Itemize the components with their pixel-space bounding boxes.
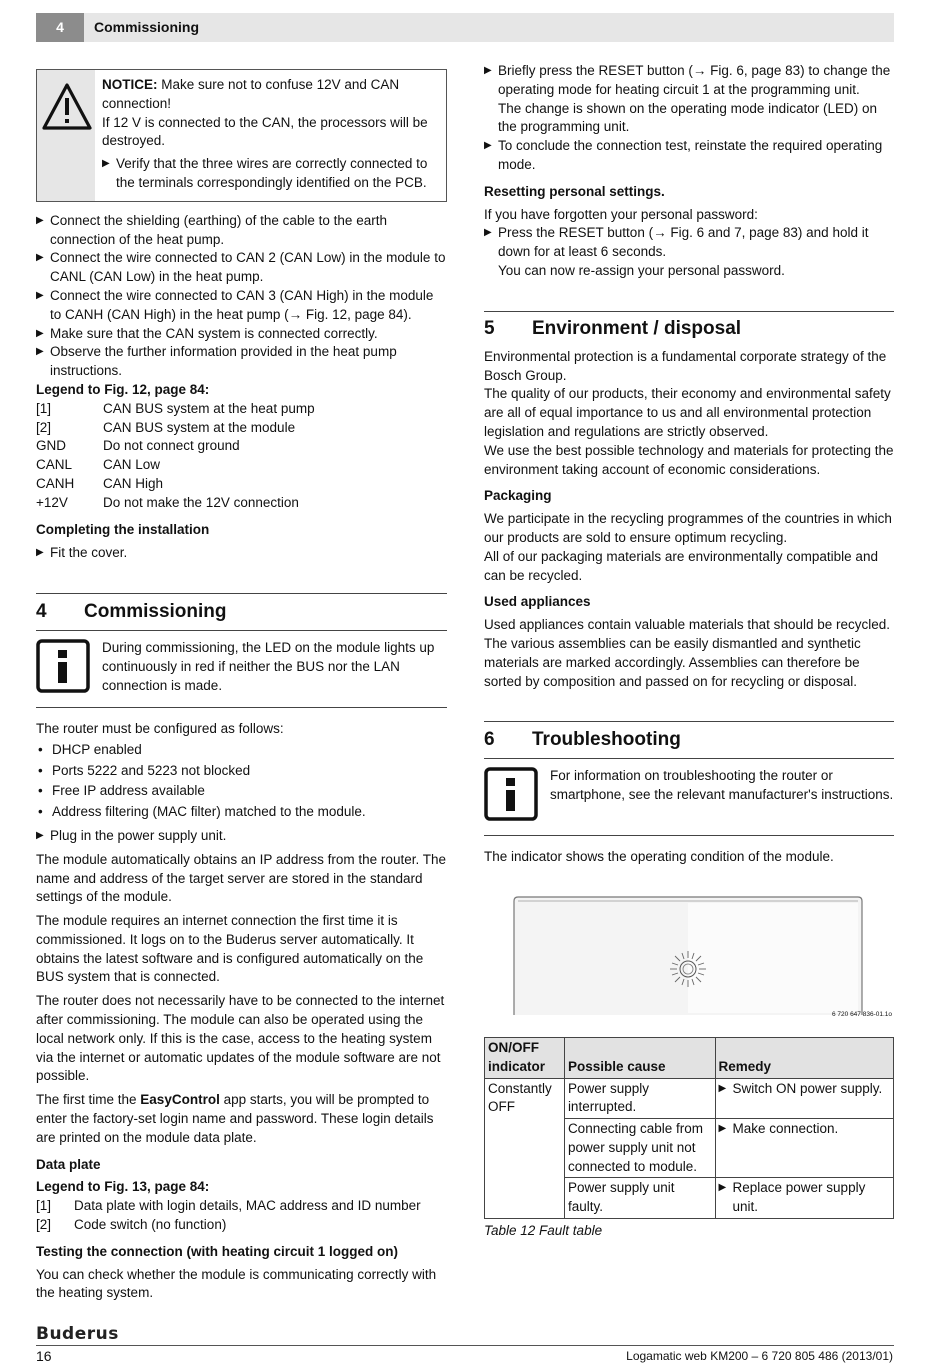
list-item: • Address filtering (MAC filter) matched to the module.	[38, 804, 366, 820]
notice-box	[36, 69, 447, 202]
step-item: ▶ Plug in the power supply unit.	[36, 827, 447, 846]
table-cell: Power supply interrupted.	[564, 1078, 715, 1119]
legend13-title: Legend to Fig. 13, page 84:	[36, 1179, 210, 1195]
arrow-icon: ▶	[484, 227, 492, 239]
arrow-icon: ▶	[484, 65, 492, 76]
legend-row: +12V Do not make the 12V connection	[36, 494, 299, 510]
app-name: EasyControl	[140, 1092, 220, 1108]
chapter-number: 4	[36, 13, 84, 42]
table-cell: ▶ Make connection.	[715, 1119, 894, 1178]
section-heading-commissioning: 4 Commissioning	[36, 600, 227, 622]
step-item: ▶ Briefly press the RESET button (→ Fig. 6, page 83) to change the operating mode for heating circuit 1 at the programming unit. The change is shown on the operating mode indicator (LED) on the programming unit.	[484, 62, 894, 137]
paragraph: The first time the EasyControl app starts, you will be prompted to enter the factory-set login name and password. These login details are printed on the module data plate.	[36, 1092, 434, 1145]
router-intro: The router must be configured as follows:	[36, 720, 284, 736]
notice-step: Verify that the three wires are correctly connected to the terminals correspondingly identified on the PCB.	[116, 156, 428, 190]
dataplate-title: Data plate	[36, 1156, 101, 1172]
table-header: ON/OFF indicator	[485, 1037, 565, 1078]
table-header: Possible cause	[564, 1037, 715, 1078]
table-header: Remedy	[715, 1037, 894, 1078]
chapter-title: Commissioning	[94, 19, 200, 35]
used-title: Used appliances	[484, 594, 591, 610]
arrow-icon: ▶	[718, 1123, 727, 1135]
arrow-icon: ▶	[484, 140, 492, 152]
figure-code: 6 720 647 836-01.1o	[832, 1010, 892, 1018]
module-figure	[484, 877, 894, 1025]
info-text: During commissioning, the LED on the module lights up continuously in red if neither the BUS nor the LAN connection is made.	[102, 640, 435, 693]
table-cell: ▶ Replace power supply unit.	[715, 1178, 894, 1219]
document-reference: Logamatic web KM200 – 6 720 805 486 (2013/01)	[626, 1349, 893, 1363]
paragraph: All of our packaging materials are environmentally compatible and can be recycled.	[484, 548, 878, 583]
step-item: ▶ Fit the cover.	[36, 544, 447, 563]
paragraph: Used appliances contain valuable materials that should be recycled. The various assemblies can be easily dismantled and synthetic materials are marked accordingly. Assemblies can therefore be sorted by composition and passed on for recycling or disposal.	[484, 617, 890, 689]
arrow-icon: ▶	[718, 1082, 727, 1094]
legend-row: [2] Code switch (no function)	[36, 1217, 227, 1233]
notice-text1: Make sure not to confuse 12V and CAN connection!	[102, 77, 400, 111]
section-heading-environment: 5 Environment / disposal	[484, 318, 742, 340]
list-item: • Free IP address available	[38, 783, 205, 799]
testing-title: Testing the connection (with heating circuit 1 logged on)	[36, 1243, 399, 1259]
step-item: ▶ To conclude the connection test, reinstate the required operating mode.	[484, 137, 894, 175]
info-text: For information on troubleshooting the router or smartphone, see the relevant manufacturer's instructions.	[550, 768, 894, 803]
warning-triangle-icon	[41, 82, 93, 132]
arrow-icon: ▶	[36, 214, 44, 226]
step-item: ▶ Observe the further information provided in the heat pump instructions.	[36, 343, 447, 381]
table-cell: Connecting cable from power supply unit not connected to module.	[564, 1119, 715, 1178]
arrow-icon: ▶	[36, 346, 44, 358]
paragraph: We participate in the recycling programmes of the countries in which our products are sold to ensure optimum recycling.	[484, 511, 892, 545]
footer-rule	[36, 1345, 894, 1346]
notice-title: NOTICE:	[102, 77, 158, 92]
testing-text: You can check whether the module is communicating correctly with the heating system.	[36, 1266, 437, 1301]
list-item: • Ports 5222 and 5223 not blocked	[38, 762, 251, 778]
info-box	[484, 758, 894, 836]
legend-row: CANL CAN Low	[36, 457, 161, 473]
page-number: 16	[36, 1348, 52, 1364]
table-cell: Constantly OFF	[485, 1078, 565, 1219]
info-icon	[36, 639, 90, 693]
legend-row: GND Do not connect ground	[36, 438, 240, 454]
arrow-icon: ▶	[718, 1182, 727, 1194]
paragraph: We use the best possible technology and materials for protecting the environment taking account of economic considerations.	[484, 442, 894, 477]
right-column	[484, 62, 894, 1241]
step-item: ▶ Make sure that the CAN system is connected correctly.	[36, 325, 447, 344]
info-icon	[484, 767, 538, 821]
paragraph: The module requires an internet connection the first time it is commissioned. It logs on to the Buderus server automatically. It obtains the latest software and is configured automatically on the BUS system that is connected.	[36, 913, 424, 985]
completing-title: Completing the installation	[36, 521, 210, 537]
fault-table	[484, 1037, 894, 1219]
arrow-icon: ▶	[36, 547, 44, 559]
legend-row: CANH CAN High	[36, 475, 164, 491]
arrow-icon: ▶	[36, 289, 44, 301]
legend12-title: Legend to Fig. 12, page 84:	[36, 381, 210, 397]
table-cell: Power supply unit faulty.	[564, 1178, 715, 1219]
left-column	[36, 69, 447, 1303]
arrow-icon: ▶	[36, 252, 44, 264]
legend-row: [2] CAN BUS system at the module	[36, 419, 296, 435]
section-heading-troubleshooting: 6 Troubleshooting	[484, 728, 681, 750]
module-indicator-illustration	[484, 877, 894, 1025]
step-item: ▶ Connect the shielding (earthing) of the cable to the earth connection of the heat pump.	[36, 212, 447, 250]
paragraph: The router does not necessarily have to be connected to the internet after commissioning. The module can also be operated using the local network only. If this is the case, access to the heating system via the internet or automatic updates of the module software are not possible.	[36, 993, 445, 1084]
table-row	[485, 1078, 894, 1119]
arrow-icon: ▶	[102, 158, 110, 170]
paragraph: The quality of our products, their economy and environmental safety are all of equal importance to us and all environmental protection legislation and regulations are strictly observed.	[484, 386, 891, 439]
reset-intro: If you have forgotten your personal password:	[484, 206, 758, 222]
arrow-icon: ▶	[36, 829, 44, 841]
arrow-icon: ▶	[36, 327, 44, 339]
legend-row: [1] CAN BUS system at the heat pump	[36, 400, 315, 416]
step-item: ▶ Press the RESET button (→ Fig. 6 and 7, page 83) and hold it down for at least 6 seconds. You can now re-assign your personal password.	[484, 224, 894, 280]
indicator-text: The indicator shows the operating condition of the module.	[484, 849, 834, 865]
step-item: ▶ Connect the wire connected to CAN 3 (CAN High) in the module to CANH (CAN High) in the heat pump (→ Fig. 12, page 84).	[36, 287, 447, 325]
table-cell: ▶ Switch ON power supply.	[715, 1078, 894, 1119]
list-item: • DHCP enabled	[38, 741, 142, 757]
brand-logo: Buderus	[36, 1324, 119, 1344]
table-caption: Table 12 Fault table	[484, 1223, 603, 1239]
packaging-title: Packaging	[484, 488, 552, 504]
notice-text2: If 12 V is connected to the CAN, the processors will be destroyed.	[102, 114, 428, 149]
step-item: ▶ Connect the wire connected to CAN 2 (CAN Low) in the module to CANL (CAN Low) in the heat pump.	[36, 249, 447, 287]
reset-title: Resetting personal settings.	[484, 183, 665, 199]
info-box	[36, 630, 447, 708]
paragraph: Environmental protection is a fundamental corporate strategy of the Bosch Group.	[484, 348, 887, 383]
legend-row: [1] Data plate with login details, MAC address and ID number	[36, 1198, 421, 1214]
paragraph: The module automatically obtains an IP address from the router. The name and address of the target server are stored in the standard settings of the module.	[36, 851, 446, 905]
